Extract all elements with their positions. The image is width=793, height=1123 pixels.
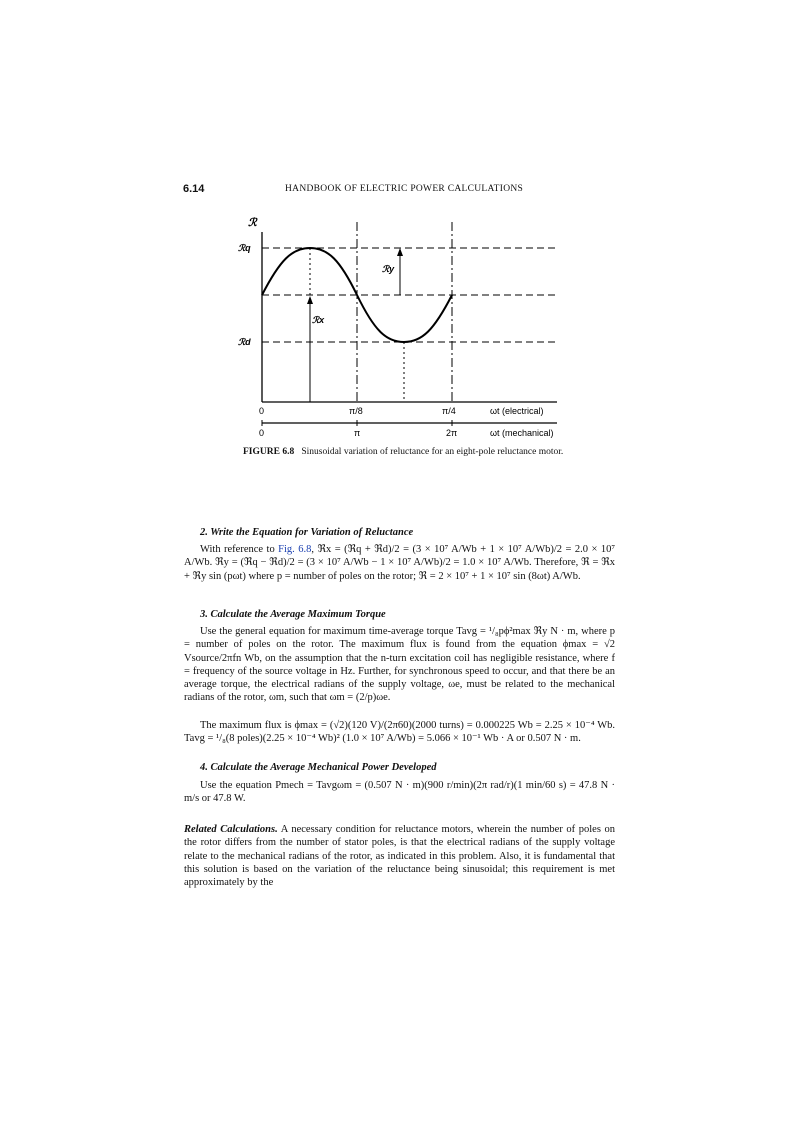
tick-e-pi-8: π/8 bbox=[349, 406, 363, 416]
step-3-heading: 3. Calculate the Average Maximum Torque bbox=[200, 609, 386, 620]
fig-6-8-link[interactable]: Fig. 6.8 bbox=[278, 544, 312, 555]
tick-m-0: 0 bbox=[259, 428, 265, 438]
tick-e-pi-4: π/4 bbox=[442, 406, 456, 416]
step-4-paragraph: Use the equation Pmech = Tavgωm = (0.507 N · m)(900 r/min)(2π rad/r)(1 min/60 s) = 47.8 N · m/s or 47.8 W. bbox=[184, 780, 615, 805]
step-2-heading: 2. Write the Equation for Variation of Reluctance bbox=[200, 527, 414, 538]
caption-label: FIGURE 6.8 bbox=[243, 447, 295, 457]
rx-label: ℛx bbox=[312, 315, 325, 325]
step-4-heading: 4. Calculate the Average Mechanical Power Developed bbox=[200, 762, 437, 773]
step-2-paragraph: With reference to Fig. 6.8, ℜx = (ℜq + ℜd)/2 = (3 × 10⁷ A/Wb + 1 × 10⁷ A/Wb)/2 = 2.0 × 10⁷ A/Wb. ℜy = (ℜq − ℜd)/2 = (3 × 10⁷ A/Wb − 1 × 10⁷ A/Wb)/2 = 1.0 × 10⁷ A/Wb. Therefore, ℜ = ℜx + ℜy sin (pωt) where p = number of poles on the rotor; ℜ = 2 × 10⁷ + 1 × 10⁷ sin (8ωt) A/Wb. bbox=[184, 544, 615, 582]
page-number: 6.14 bbox=[183, 183, 205, 195]
step-3-paragraph-2: The maximum flux is ϕmax = (√2)(120 V)/(2π60)(2000 turns) = 0.000225 Wb = 2.25 × 10⁻⁴ Wb. Tavg = ¹/₈(8 poles)(2.25 × 10⁻⁴ Wb)² (1.0 × 10⁷ A/Wb) = 5.066 × 10⁻¹ Wb · A or 0.507 N · m. bbox=[184, 720, 615, 745]
electrical-axis-label: ωt (electrical) bbox=[490, 406, 544, 416]
caption-text: Sinusoidal variation of reluctance for an eight-pole reluctance motor. bbox=[301, 447, 564, 457]
related-calculations-heading: Related Calculations. bbox=[184, 824, 278, 835]
figure-caption bbox=[243, 446, 588, 458]
tick-e-0: 0 bbox=[259, 406, 265, 416]
rq-label: ℛq bbox=[238, 243, 251, 253]
tick-m-pi: π bbox=[354, 428, 361, 438]
figure-6-8 bbox=[232, 210, 582, 445]
rd-label: ℛd bbox=[238, 337, 251, 347]
y-axis-label: ℛ bbox=[248, 217, 257, 229]
step-3-paragraph-1: Use the general equation for maximum time-average torque Tavg = ¹/₈pϕ²max ℜy N · m, where p = number of poles on the rotor. The maximum flux is found from the equation ϕmax = √2 Vsource/2πfn Wb, on the assumption that the n-turn excitation coil has negligible resistance, where f = frequency of the source voltage in Hz. Further, for synchronous speed to occur, and that there be an average torque, the electrical radians of the supply voltage, ωe, must be related to the mechanical radians of the rotor, ωm, such that ωm = (2/p)ωe. bbox=[184, 626, 615, 704]
running-header: HANDBOOK OF ELECTRIC POWER CALCULATIONS bbox=[285, 184, 524, 194]
mechanical-axis-label: ωt (mechanical) bbox=[490, 428, 554, 438]
related-calculations-paragraph: Related Calculations. A necessary condition for reluctance motors, wherein the number of poles on the rotor differs from the number of stator poles, is that the electrical radians of the supply voltage relate to the mechanical radians of the rotor, as indicated in this problem. Also, it is fundamental that this solution is based on the variation of the reluctance being sinusoidal; this requirement is met approximately by the bbox=[184, 824, 615, 889]
ry-label: ℛy bbox=[382, 264, 395, 274]
tick-m-2pi: 2π bbox=[446, 428, 458, 438]
